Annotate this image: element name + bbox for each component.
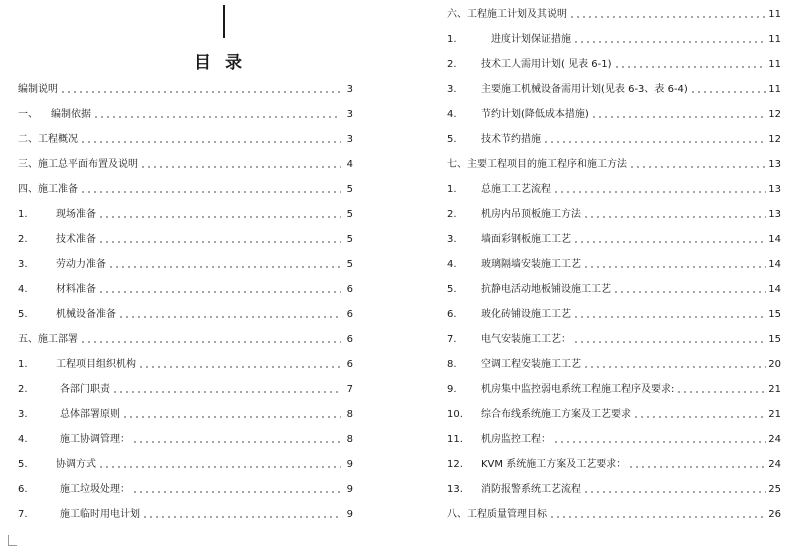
entry-number: 1. (447, 34, 457, 45)
entry-page: 6 (346, 334, 353, 345)
toc-entry[interactable] (447, 158, 781, 172)
dot-leader (132, 491, 341, 493)
toc-entry[interactable] (18, 158, 353, 172)
dot-leader (553, 191, 766, 193)
entry-text: 编制说明 (18, 84, 58, 95)
entry-text: 协调方式 (56, 459, 96, 470)
toc-entry[interactable] (18, 308, 353, 322)
entry-number: 3. (447, 234, 457, 245)
entry-text: 现场准备 (56, 209, 96, 220)
dot-leader (93, 116, 341, 118)
entry-text: 劳动力准备 (56, 259, 106, 270)
text-cursor (223, 5, 225, 38)
entry-text: 电气安装施工工艺： (481, 334, 571, 345)
entry-page: 14 (768, 284, 781, 295)
entry-number: 4. (447, 109, 457, 120)
entry-page: 5 (346, 184, 353, 195)
entry-number: 3. (447, 84, 457, 95)
entry-number: 11. (447, 434, 463, 445)
entry-page: 11 (768, 84, 781, 95)
entry-number: 2. (447, 59, 457, 70)
entry-text: 施工垃圾处理： (60, 484, 130, 495)
toc-entry[interactable] (447, 208, 781, 222)
entry-number: 5. (447, 284, 457, 295)
entry-page: 5 (346, 209, 353, 220)
entry-page: 13 (768, 209, 781, 220)
toc-entry[interactable] (447, 258, 781, 272)
entry-text: 技术准备 (56, 234, 96, 245)
entry-text: 四、施工准备 (18, 184, 78, 195)
entry-page: 21 (768, 409, 781, 420)
entry-number: 6. (447, 309, 457, 320)
toc-entry[interactable] (447, 433, 781, 447)
toc-entry[interactable] (18, 408, 353, 422)
entry-page: 3 (346, 134, 353, 145)
entry-text: 三、施工总平面布置及说明 (18, 159, 138, 170)
entry-text: 抗静电活动地板铺设施工工艺 (481, 284, 611, 295)
entry-number: 1. (18, 209, 28, 220)
entry-text: 八、工程质量管理目标 (447, 509, 547, 520)
entry-number: 9. (447, 384, 457, 395)
toc-entry[interactable] (18, 233, 353, 247)
entry-number: 8. (447, 359, 457, 370)
entry-number: 5. (18, 309, 28, 320)
entry-number: 4. (18, 434, 28, 445)
dot-leader (80, 191, 341, 193)
entry-page: 20 (768, 359, 781, 370)
entry-number: 2. (447, 209, 457, 220)
entry-number: 1. (18, 359, 28, 370)
entry-text: 施工临时用电计划 (60, 509, 140, 520)
dot-leader (98, 216, 341, 218)
dot-leader (573, 316, 766, 318)
entry-text: 主要施工机械设备需用计划(见表 6-3、表 6-4) (481, 84, 688, 95)
entry-page: 13 (768, 184, 781, 195)
dot-leader (583, 491, 766, 493)
entry-page: 9 (346, 484, 353, 495)
entry-text: 施工协调管理： (60, 434, 130, 445)
entry-page: 4 (346, 159, 353, 170)
toc-entry[interactable] (18, 383, 353, 397)
page-corner-mark (8, 535, 17, 546)
dot-leader (138, 366, 341, 368)
toc-entry[interactable] (18, 433, 353, 447)
entry-number: 4. (447, 259, 457, 270)
entry-page: 8 (346, 409, 353, 420)
dot-leader (591, 116, 766, 118)
toc-entry[interactable] (447, 8, 781, 22)
entry-text: 机房内吊顶板施工方法 (481, 209, 581, 220)
toc-entry[interactable] (18, 208, 353, 222)
entry-text: 机房监控工程： (481, 434, 551, 445)
dot-leader (80, 141, 341, 143)
toc-entry[interactable] (18, 333, 353, 347)
toc-entry[interactable] (18, 83, 353, 97)
toc-entry[interactable] (18, 183, 353, 197)
entry-page: 14 (768, 259, 781, 270)
entry-page: 6 (346, 359, 353, 370)
entry-page: 3 (346, 109, 353, 120)
entry-text: 机房集中监控弱电系统工程施工程序及要求: (481, 384, 675, 395)
toc-entry[interactable] (447, 133, 781, 147)
entry-page: 11 (768, 34, 781, 45)
toc-entry[interactable] (447, 33, 781, 47)
toc-entry[interactable] (447, 483, 781, 497)
dot-leader (569, 16, 766, 18)
entry-text: 进度计划保证措施 (491, 34, 571, 45)
dot-leader (614, 66, 767, 68)
toc-entry[interactable] (447, 233, 781, 247)
entry-page: 12 (768, 134, 781, 145)
entry-number: 12. (447, 459, 463, 470)
entry-page: 12 (768, 109, 781, 120)
entry-text: 各部门职责 (60, 384, 110, 395)
toc-entry[interactable] (18, 258, 353, 272)
entry-number: 7. (447, 334, 457, 345)
entry-page: 24 (768, 434, 781, 445)
entry-text: 技术节约措施 (481, 134, 541, 145)
entry-text: 墙面彩钢板施工工艺 (481, 234, 571, 245)
dot-leader (98, 466, 341, 468)
dot-leader (98, 241, 341, 243)
toc-entry[interactable] (447, 508, 781, 522)
entry-text: 技术工人需用计划( 见表 6-1) (481, 59, 612, 70)
dot-leader (583, 366, 766, 368)
entry-number: 13. (447, 484, 463, 495)
dot-leader (573, 41, 766, 43)
dot-leader (543, 141, 766, 143)
dot-leader (633, 416, 766, 418)
toc-entry[interactable] (447, 408, 781, 422)
toc-entry[interactable] (447, 358, 781, 372)
toc-entry[interactable] (447, 183, 781, 197)
dot-leader (98, 291, 341, 293)
toc-entry[interactable] (447, 83, 781, 97)
entry-number: 1. (447, 184, 457, 195)
entry-number: 3. (18, 259, 28, 270)
toc-entry[interactable] (18, 458, 353, 472)
entry-page: 21 (768, 384, 781, 395)
entry-text: KVM 系统施工方案及工艺要求： (481, 459, 627, 470)
toc-entry[interactable] (18, 133, 353, 147)
dot-leader (132, 441, 341, 443)
dot-leader (140, 166, 341, 168)
dot-leader (142, 516, 341, 518)
toc-entry[interactable] (447, 308, 781, 322)
dot-leader (108, 266, 341, 268)
entry-number: 一、 (18, 109, 38, 120)
entry-page: 11 (768, 9, 781, 20)
dot-leader (583, 266, 766, 268)
entry-number: 2. (18, 234, 28, 245)
toc-entry[interactable] (18, 108, 353, 122)
entry-number: 7. (18, 509, 28, 520)
entry-number: 5. (447, 134, 457, 145)
toc-entry[interactable] (447, 383, 781, 397)
entry-number: 10. (447, 409, 463, 420)
toc-entry[interactable] (18, 358, 353, 372)
entry-number: 2. (18, 384, 28, 395)
entry-text: 编制依据 (51, 109, 91, 120)
entry-page: 24 (768, 459, 781, 470)
entry-page: 5 (346, 234, 353, 245)
entry-text: 节约计划(降低成本措施) (481, 109, 589, 120)
entry-number: 3. (18, 409, 28, 420)
toc-entry[interactable] (447, 108, 781, 122)
entry-text: 材料准备 (56, 284, 96, 295)
entry-page: 25 (768, 484, 781, 495)
entry-page: 7 (346, 384, 353, 395)
entry-page: 13 (768, 159, 781, 170)
entry-text: 空调工程安装施工工艺 (481, 359, 581, 370)
dot-leader (122, 416, 341, 418)
entry-text: 七、主要工程项目的施工程序和施工方法 (447, 159, 627, 170)
dot-leader (613, 291, 766, 293)
entry-number: 5. (18, 459, 28, 470)
dot-leader (60, 91, 341, 93)
entry-text: 六、工程施工计划及其说明 (447, 9, 567, 20)
entry-page: 15 (768, 309, 781, 320)
entry-page: 5 (346, 259, 353, 270)
toc-heading: 目录 (194, 53, 256, 73)
entry-page: 9 (346, 509, 353, 520)
toc-entry[interactable] (447, 333, 781, 347)
entry-page: 8 (346, 434, 353, 445)
entry-text: 玻化砖铺设施工工艺 (481, 309, 571, 320)
entry-text: 二、工程概况 (18, 134, 78, 145)
dot-leader (583, 216, 766, 218)
entry-number: 4. (18, 284, 28, 295)
toc-entry[interactable] (18, 508, 353, 522)
toc-entry[interactable] (18, 283, 353, 297)
dot-leader (112, 391, 341, 393)
entry-text: 玻璃隔墙安装施工工艺 (481, 259, 581, 270)
entry-page: 15 (768, 334, 781, 345)
dot-leader (676, 391, 766, 393)
entry-page: 6 (346, 309, 353, 320)
dot-leader (628, 466, 766, 468)
dot-leader (690, 91, 766, 93)
entry-page: 11 (768, 59, 781, 70)
entry-text: 五、施工部署 (18, 334, 78, 345)
dot-leader (553, 441, 766, 443)
dot-leader (573, 241, 766, 243)
entry-page: 9 (346, 459, 353, 470)
entry-text: 总体部署原则 (60, 409, 120, 420)
entry-text: 总施工工艺流程 (481, 184, 551, 195)
entry-page: 6 (346, 284, 353, 295)
toc-entry[interactable] (447, 283, 781, 297)
entry-number: 6. (18, 484, 28, 495)
entry-page: 3 (346, 84, 353, 95)
dot-leader (118, 316, 341, 318)
toc-entry[interactable] (447, 458, 781, 472)
entry-page: 14 (768, 234, 781, 245)
entry-text: 机械设备准备 (56, 309, 116, 320)
dot-leader (80, 341, 341, 343)
entry-text: 综合布线系统施工方案及工艺要求 (481, 409, 631, 420)
entry-text: 消防报警系统工艺流程 (481, 484, 581, 495)
dot-leader (549, 516, 766, 518)
toc-entry[interactable] (18, 483, 353, 497)
toc-entry[interactable] (447, 58, 781, 72)
dot-leader (573, 341, 766, 343)
dot-leader (629, 166, 766, 168)
entry-text: 工程项目组织机构 (56, 359, 136, 370)
entry-page: 26 (768, 509, 781, 520)
